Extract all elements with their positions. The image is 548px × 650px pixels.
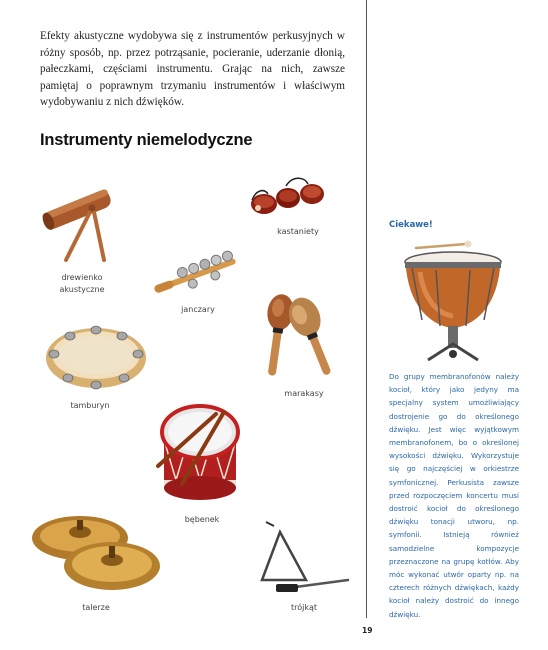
triangle-image: [258, 518, 354, 600]
cymbals-image: [28, 508, 162, 598]
tambourine-label: tamburyn: [70, 401, 110, 410]
castanets-image: [246, 172, 330, 220]
page-number: 19: [362, 626, 373, 635]
section-heading: Instrumenty niemelodyczne: [40, 131, 253, 149]
maracas-label: marakasy: [284, 389, 324, 398]
intro-paragraph: Efekty akustyczne wydobywa się z instrumentów perkusyjnych w różny sposób, np. przez potrząsanie, pocieranie, uderzanie dłonią, pałeczkami, częściami instrumentu. Grając na nich, zawsze pamiętaj o poprawnym trzymaniu instrumentów i właściwym wydobywaniu z nich dźwięków.: [40, 30, 345, 108]
castanets-label: kastaniety: [277, 227, 319, 236]
wood-block-label: [52, 272, 112, 296]
maracas-image: [258, 290, 354, 386]
sleigh-bells-label: janczary: [181, 305, 215, 314]
sleigh-bells-image: [150, 250, 242, 300]
sidebar-text: Do grupy membranofonów należy kocioł, który jako jedyny ma specjalny system umożliwiający dostrojenie go do określonego dźwięku. Jest więc wyjątkowym membranofonem, bo o określonej wysokości dźwięku. Wykorzystuje się go najczęściej w orkiestrze symfonicznej. Perkusista zawsze przed rozpoczęciem koncertu musi dostroić kocioł do określonego dźwięku tonacji utworu, np. symfonii. Istnieją również samodzielne kompozycje przeznaczone na grupę kotłów. Aby móc wykonać utwór oparty np. na czterech różnych dźwiękach, każdy kocioł należy dostroić do innego dźwięku.: [389, 372, 519, 619]
timpani-image: [398, 236, 508, 366]
wood-block-image: [40, 174, 120, 264]
cymbals-label: talerze: [82, 603, 110, 612]
triangle-label: trójkąt: [290, 603, 318, 612]
sidebar-title: Ciekawe!: [389, 220, 433, 230]
drum-label: bębenek: [184, 515, 220, 524]
drum-image: [150, 392, 250, 510]
wood-block-label-line1: drewienko: [61, 273, 103, 282]
column-divider: [366, 0, 367, 618]
wood-block-label-line2: akustyczne: [59, 285, 105, 294]
tambourine-image: [42, 322, 150, 392]
